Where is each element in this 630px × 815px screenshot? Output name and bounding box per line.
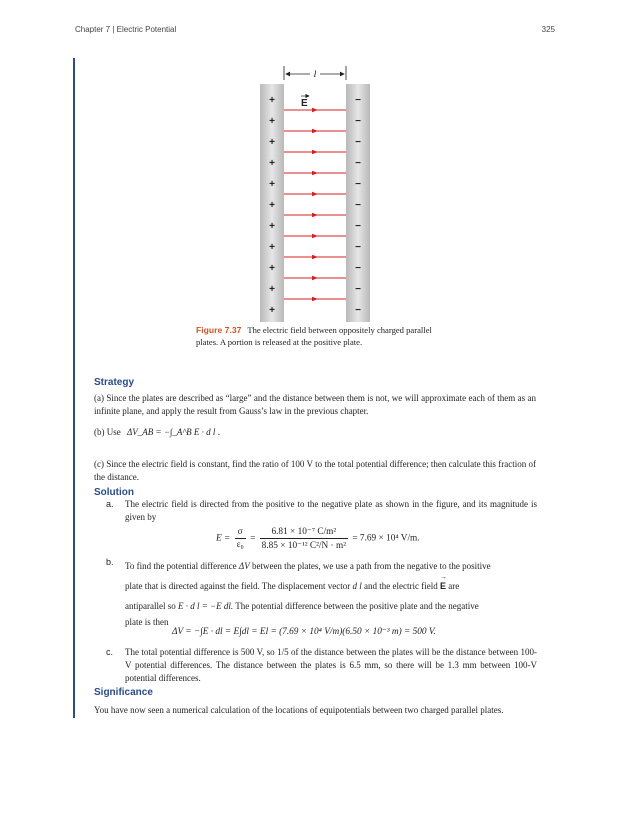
field-line-arrowhead: [312, 150, 318, 154]
eq-a-lhs: E =: [216, 533, 231, 544]
field-line-arrowhead: [312, 213, 318, 217]
eq-a-frac2-num: 6.81 × 10⁻⁷ C/m²: [260, 526, 348, 539]
item-b-line3: [125, 596, 537, 616]
negative-charge: −: [355, 284, 361, 295]
positive-charge: +: [269, 95, 275, 106]
item-c-label: c.: [106, 647, 114, 657]
positive-charge: +: [269, 305, 275, 316]
eq-a-frac1-num: σ: [235, 527, 246, 539]
field-line-arrowhead: [312, 255, 318, 259]
negative-charge: −: [355, 116, 361, 127]
strategy-part-b-prefix: (b) Use: [94, 427, 121, 437]
figure-caption: [196, 325, 436, 348]
item-b-delta-v: ΔV: [238, 561, 250, 571]
strategy-part-b-suffix: .: [217, 427, 220, 437]
item-b-line3-pre: antiparallel so: [125, 601, 176, 611]
field-vector-label: E: [301, 98, 308, 109]
field-line-arrowhead: [312, 171, 318, 175]
negative-charge: −: [355, 263, 361, 274]
negative-charge: −: [355, 158, 361, 169]
field-line-arrowhead: [312, 234, 318, 238]
page-number: 325: [541, 25, 555, 34]
potential-difference-equation: ΔV = −∫E · dl = E∫dl = El = (7.69 × 10⁴ V/m)(6.50 × 10⁻³ m) = 500 V.: [172, 627, 436, 637]
item-b-line1-pre: To find the potential difference: [125, 561, 237, 571]
strategy-part-c: (c) Since the electric field is constant, find the ratio of 100 V to the total potential difference; then calculate this fraction of the distance.: [94, 459, 536, 482]
eq-a-equals: =: [250, 533, 256, 544]
item-b-line4: plate is then: [125, 617, 169, 627]
item-b-line2-mid: and the electric field: [364, 581, 438, 591]
eq-a-fraction-sigma: [235, 527, 246, 550]
field-line-arrowhead: [312, 108, 318, 112]
negative-charge: −: [355, 137, 361, 148]
strategy-heading: Strategy: [94, 377, 135, 388]
field-magnitude-equation: [216, 526, 420, 551]
negative-charge: −: [355, 95, 361, 106]
item-b-line2-pre: plate that is directed against the field. The displacement vector: [125, 581, 351, 591]
field-line-arrowhead: [312, 297, 318, 301]
solution-heading: Solution: [94, 487, 134, 498]
positive-charge: +: [269, 137, 275, 148]
positive-charge: +: [269, 263, 275, 274]
parallel-plates-figure: [240, 66, 390, 326]
field-line-arrowhead: [312, 276, 318, 280]
field-line-arrowhead: [312, 192, 318, 196]
negative-charge: −: [355, 200, 361, 211]
item-c-text: The total potential difference is 500 V, so 1/5 of the distance between the plates will be the distance between 100-V potential differences. The distance between the plates is 6.5 mm, so there will be 1.3 mm between 100-V potential differences.: [125, 647, 537, 683]
item-b-displacement: d l: [352, 581, 362, 591]
item-b-line3-post: The potential difference between the positive plate and the negative: [235, 601, 479, 611]
item-a-text: The electric field is directed from the positive to the negative plate as shown in the figure, and its magnitude is given by: [125, 499, 537, 522]
positive-charge: +: [269, 158, 275, 169]
significance-heading: Significance: [94, 687, 153, 698]
example-sidebar-rule: [73, 58, 75, 718]
positive-charge: +: [269, 221, 275, 232]
figure-caption-text: The electric field between oppositely charged parallel plates. A portion is released at the positive plate.: [196, 325, 432, 347]
strategy-part-b: [94, 426, 536, 450]
page-header: [75, 25, 555, 39]
negative-charge: −: [355, 221, 361, 232]
significance-text: You have now seen a numerical calculation of the locations of equipotentials between two charged parallel plates.: [94, 705, 504, 715]
item-b-text: [125, 556, 537, 628]
item-b-label: b.: [106, 557, 114, 567]
figure-number: Figure 7.37: [196, 325, 242, 335]
eq-a-frac1-den: ε₀: [236, 540, 244, 550]
item-b-line2: [125, 576, 537, 596]
item-b-line1: [125, 556, 537, 576]
eq-a-frac2-den: 8.85 × 10⁻¹² C²/N · m²: [261, 541, 346, 551]
item-b-dot-product: E · d l = −E dl.: [177, 601, 234, 611]
positive-charge: +: [269, 242, 275, 253]
strategy-part-a: (a) Since the plates are described as “large” and the distance between them is not, we will approximate each of them as an infinite plane, and apply the result from Gauss’s law in the previous chapter.: [94, 393, 536, 416]
eq-a-fraction-values: [260, 526, 348, 551]
field-line-arrowhead: [312, 129, 318, 133]
distance-label: l: [313, 69, 317, 79]
negative-charge: −: [355, 242, 361, 253]
chapter-title: Chapter 7 | Electric Potential: [75, 25, 177, 34]
negative-charge: −: [355, 179, 361, 190]
item-b-line2-post: are: [448, 581, 460, 591]
positive-charge: +: [269, 179, 275, 190]
item-b-field-vector: → E: [440, 576, 446, 596]
positive-charge: +: [269, 200, 275, 211]
eq-a-result: = 7.69 × 10⁴ V/m.: [352, 533, 420, 544]
strategy-part-b-equation: ΔV_AB = −∫_A^B E · d l: [127, 427, 216, 437]
item-b-line1-post: between the plates, we use a path from the negative to the positive: [251, 561, 491, 571]
item-a-label: a.: [106, 499, 114, 509]
positive-charge: +: [269, 284, 275, 295]
negative-charge: −: [355, 305, 361, 316]
positive-charge: +: [269, 116, 275, 127]
